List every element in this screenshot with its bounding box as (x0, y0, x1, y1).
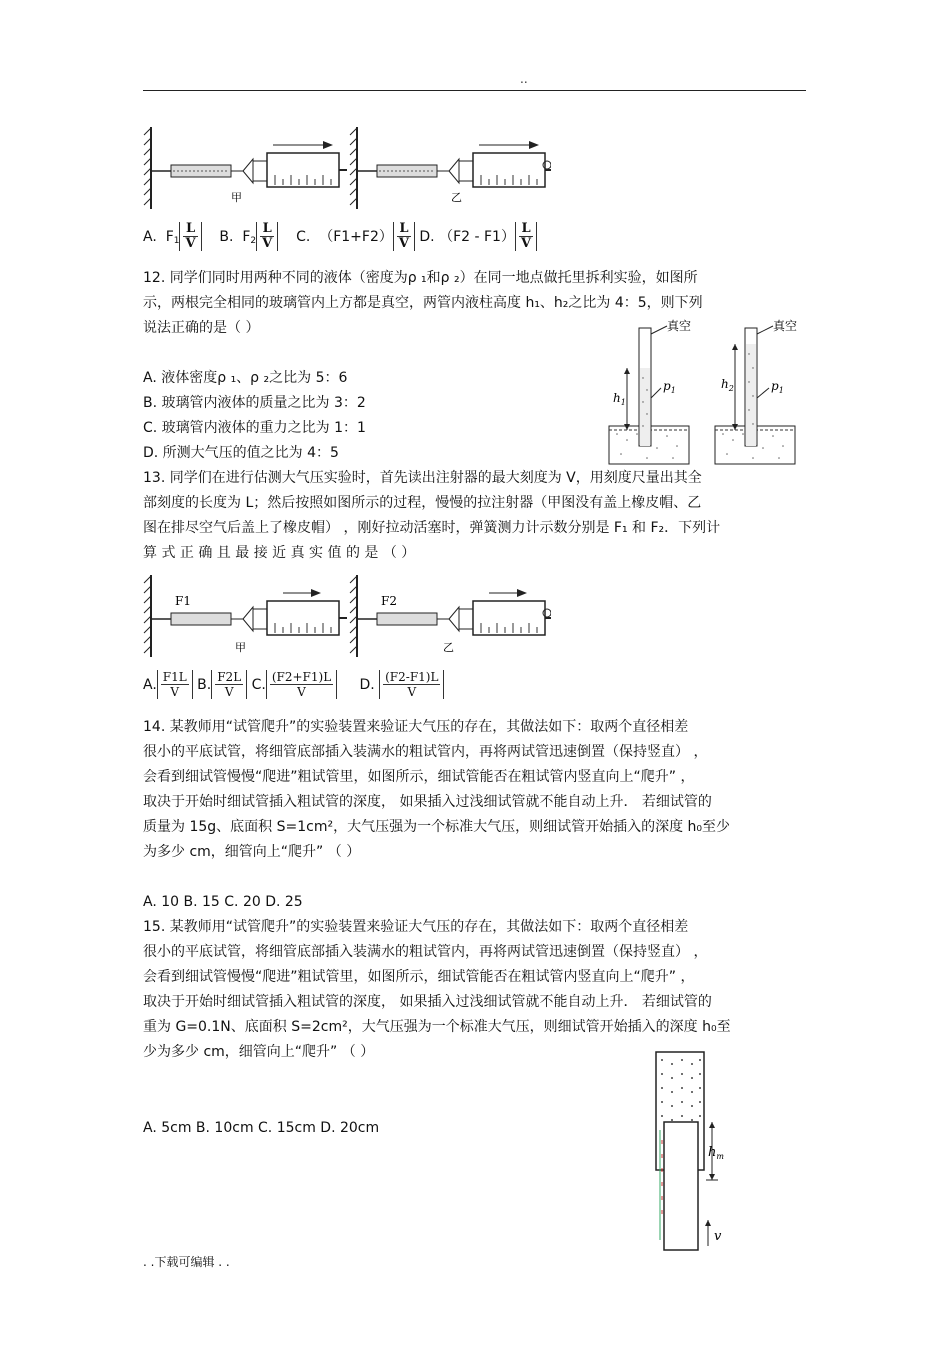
q15-line-3: 会看到细试管慢慢“爬进”粗试管里，如图所示，细试管能否在粗试管内竖直向上“爬升” ， (143, 969, 695, 985)
q13-force-label-left: F1 (175, 594, 191, 608)
q14-line-6: 为多少 cm，细管向上“爬升” （ ） (143, 844, 361, 860)
q13-figure-right (350, 575, 551, 657)
q13-syringe-figure (143, 573, 551, 659)
q11-option-d: D. （F2 - F1） $\frac{L}{V}$ (419, 229, 537, 245)
q15-options: A. 5cm B. 10cm C. 15cm D. 20cm (143, 1120, 380, 1136)
q13-line-2: 部刻度的长度为 L；然后按照如图所示的过程，慢慢的拉注射器（甲图没有盖上橡皮帽、乙 (143, 495, 702, 511)
header-rule (143, 90, 806, 91)
q11-syringe-figure (143, 125, 551, 211)
q11-figure-right (350, 127, 551, 209)
q12-torricelli-figure (607, 318, 807, 466)
footer-text: . .下载可编辑 . . (143, 1255, 230, 1269)
q12-p1-label-right: p (771, 379, 779, 393)
q15-h-label: h (708, 1145, 717, 1160)
q13-force-label-right: F2 (381, 594, 397, 608)
svg-text:p1 (663, 379, 676, 395)
q14-line-2: 很小的平底试管，将细管底部插入装满水的粗试管内，再将两试管迅速倒置（保持竖直） ， (143, 744, 708, 760)
q13-option-a: A. $\frac{F1L}{V}$ (143, 677, 193, 693)
q14-line-4: 取决于开始时细试管插入粗试管的深度， 如果插入过浅细试管就不能自动上升． 若细试管的 (143, 794, 712, 810)
q14-line-5: 质量为 15g、底面积 S=1cm²，大气压强为一个标准大气压，则细试管开始插入的深度 h₀至少 (143, 819, 731, 835)
q12-option-a: A. 液体密度ρ ₁、ρ ₂之比为 5：6 (143, 370, 348, 386)
q11-figure-left (144, 127, 347, 209)
q15-line-1: 15. 某教师用“试管爬升”的实验装置来验证大气压的存在，其做法如下：取两个直径相差 (143, 919, 689, 935)
q12-line-3: 说法正确的是（ ） (143, 320, 260, 336)
q11-option-c: C. （F1+F2） $\frac{L}{V}$ (296, 229, 419, 245)
q15-h-sub: m (716, 1152, 724, 1161)
q12-line-1: 12. 同学们同时用两种不同的液体（密度为ρ ₁和ρ ₂）在同一地点做托里拆利实验，如图所 (143, 270, 698, 286)
q12-option-d: D. 所测大气压的值之比为 4：5 (143, 445, 339, 461)
q12-line-2: 示，两根完全相同的玻璃管内上方都是真空，两管内液柱高度 h₁、h₂之比为 4：5，则下列 (143, 295, 703, 311)
q12-p1-sub-right: 1 (778, 386, 784, 395)
q12-option-b: B. 玻璃管内液体的质量之比为 3：2 (143, 395, 366, 411)
svg-text:h2 (721, 377, 734, 393)
q14-line-1: 14. 某教师用“试管爬升”的实验装置来验证大气压的存在，其做法如下：取两个直径相差 (143, 719, 689, 735)
q12-h1-label: h (613, 391, 621, 405)
q15-line-5: 重为 G=0.1N、底面积 S=2cm²，大气压强为一个标准大气压，则细试管开始插入的深度 h₀至 (143, 1019, 731, 1035)
svg-text:h1 (613, 391, 626, 407)
q14-line-3: 会看到细试管慢慢“爬进”粗试管里，如图所示，细试管能否在粗试管内竖直向上“爬升” ， (143, 769, 695, 785)
q13-options (143, 670, 444, 699)
q12-vacuum-label-left: 真空 (667, 319, 692, 333)
q12-p1-label-left: p (663, 379, 671, 393)
q13-option-c: C. $\frac{(F2+F1)L}{V}$ (252, 677, 338, 693)
q12-h2-label: h (721, 377, 729, 391)
q13-option-d: D. $\frac{(F2-F1)L}{V}$ (359, 677, 444, 693)
q13-line-1: 13. 同学们在进行估测大气压实验时，首先读出注射器的最大刻度为 V，用刻度尺量出其全 (143, 470, 702, 486)
q15-test-tube-figure (648, 1050, 732, 1252)
q15-line-4: 取决于开始时细试管插入粗试管的深度， 如果插入过浅细试管就不能自动上升． 若细试管的 (143, 994, 712, 1010)
q11-label-left: 甲 (231, 191, 242, 204)
q14-options: A. 10 B. 15 C. 20 D. 25 (143, 894, 303, 910)
q13-line-4: 算 式 正 确 且 最 接 近 真 实 值 的 是 （ ） (143, 545, 416, 561)
q11-option-a: A. $F_1$ $\frac{L}{V}$ (143, 229, 206, 245)
q15-v-label: v (714, 1229, 722, 1244)
q13-label-right: 乙 (443, 641, 454, 654)
q12-h1-sub: 1 (620, 398, 626, 407)
q12-vacuum-label-right: 真空 (773, 319, 798, 333)
q12-tube-right (715, 318, 797, 464)
q13-line-3: 图在排尽空气后盖上了橡皮帽） ，刚好拉动活塞时，弹簧测力计示数分别是 F₁ 和 F₂．下列计 (143, 520, 721, 536)
q13-option-b: B. $\frac{F2L}{V}$ (197, 677, 247, 693)
q12-h2-sub: 2 (728, 384, 734, 393)
svg-text:hm (708, 1145, 724, 1161)
q12-tube-left (609, 318, 691, 464)
q12-p1-sub-left: 1 (670, 386, 676, 395)
q11-option-b: B. $F_2$ $\frac{L}{V}$ (219, 229, 282, 245)
svg-text:p1 (771, 379, 784, 395)
header-mark: .. (520, 72, 528, 86)
q13-figure-left (144, 575, 347, 657)
q12-option-c: C. 玻璃管内液体的重力之比为 1：1 (143, 420, 366, 436)
q15-line-6: 少为多少 cm，细管向上“爬升” （ ） (143, 1044, 375, 1060)
q11-options (143, 222, 537, 251)
q15-line-2: 很小的平底试管，将细管底部插入装满水的粗试管内，再将两试管迅速倒置（保持竖直） ， (143, 944, 708, 960)
q13-label-left: 甲 (235, 641, 246, 654)
q11-label-right: 乙 (451, 191, 462, 204)
